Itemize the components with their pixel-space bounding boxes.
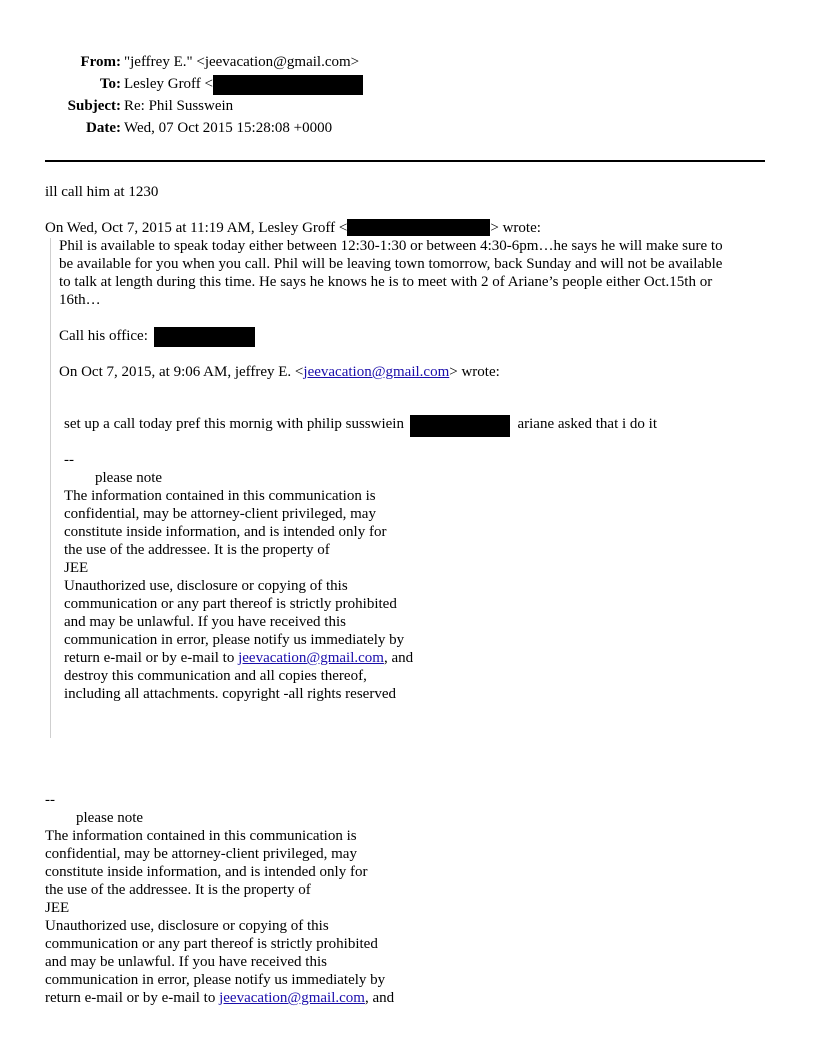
subject-row [0, 97, 816, 119]
signature-line: communication in error, please notify us immediately by [45, 972, 386, 988]
date-value: Wed, 07 Oct 2015 15:28:08 +0000 [124, 120, 333, 136]
from-row [0, 53, 816, 75]
reply-text: ill call him at 1230 [45, 184, 159, 200]
signature-line: Unauthorized use, disclosure or copying of this [64, 578, 348, 594]
signature-note: please note [76, 810, 144, 826]
signature-line: constitute inside information, and is intended only for [64, 524, 387, 540]
request-prefix: set up a call today pref this mornig with philip susswiein [64, 416, 404, 432]
quote-bar [50, 238, 51, 738]
subject-value: Re: Phil Susswein [124, 98, 234, 114]
quoted-line: be available for you when you call. Phil will be leaving town tomorrow, back Sunday and will not be available [59, 256, 723, 272]
signature-line: JEE [45, 900, 70, 916]
signature-line: communication in error, please notify us immediately by [64, 632, 405, 648]
to-value-wrap [124, 75, 363, 95]
request-suffix: ariane asked that i do it [517, 416, 658, 432]
to-row [0, 75, 816, 97]
signature-dashes: -- [45, 792, 55, 808]
signature-line: and may be unlawful. If you have received this [64, 614, 346, 630]
quote-attribution [45, 219, 541, 237]
to-label: To: [99, 76, 121, 92]
quoted-message [59, 237, 723, 309]
to-value: Lesley Groff < [124, 76, 213, 92]
from-label: From: [80, 54, 121, 70]
inner-attribution [59, 363, 500, 381]
signature-line: The information contained in this communication is [45, 828, 357, 844]
signature-note: please note [95, 470, 163, 486]
header-divider [45, 160, 765, 162]
date-row [0, 119, 816, 141]
quoted-line: Phil is available to speak today either between 12:30-1:30 or between 4:30-6pm…he says he will make sure to [59, 238, 723, 254]
return-suffix: , and [364, 990, 395, 1006]
signature-return-line [45, 989, 394, 1007]
email-link[interactable]: jeevacation@gmail.com [303, 364, 450, 380]
signature-line: communication or any part thereof is strictly prohibited [45, 936, 378, 952]
redaction-block [154, 327, 255, 347]
subject-label: Subject: [67, 98, 121, 114]
inner-signature [64, 451, 413, 703]
redaction-block [213, 75, 363, 95]
signature-line: Unauthorized use, disclosure or copying of this [45, 918, 329, 934]
request-line [64, 415, 657, 437]
outer-signature [45, 791, 394, 1007]
date-label: Date: [86, 120, 121, 136]
return-suffix: , and [383, 650, 414, 666]
email-link[interactable]: jeevacation@gmail.com [238, 650, 384, 666]
attribution-suffix: > wrote: [490, 220, 541, 236]
signature-line: and may be unlawful. If you have received this [45, 954, 327, 970]
return-prefix: return e-mail or by e-mail to [64, 650, 239, 666]
from-value: "jeffrey E." <jeevacation@gmail.com> [124, 54, 360, 70]
signature-line: the use of the addressee. It is the property of [45, 882, 311, 898]
signature-line: JEE [64, 560, 89, 576]
signature-line: communication or any part thereof is strictly prohibited [64, 596, 397, 612]
call-office-line [59, 327, 255, 347]
signature-dashes: -- [64, 452, 74, 468]
signature-line: constitute inside information, and is intended only for [45, 864, 368, 880]
email-link[interactable]: jeevacation@gmail.com [219, 990, 365, 1006]
signature-line: The information contained in this communication is [64, 488, 376, 504]
inner-attribution-prefix: On Oct 7, 2015, at 9:06 AM, jeffrey E. < [59, 364, 304, 380]
call-office-label: Call his office: [59, 328, 148, 344]
signature-line: including all attachments. copyright -all rights reserved [64, 686, 396, 702]
email-header [0, 53, 816, 141]
signature-return-line [64, 649, 413, 667]
signature-line: the use of the addressee. It is the property of [64, 542, 330, 558]
return-prefix: return e-mail or by e-mail to [45, 990, 220, 1006]
quoted-line: to talk at length during this time. He says he knows he is to meet with 2 of Ariane’s people either Oct.15th or [59, 274, 713, 290]
signature-line: confidential, may be attorney-client privileged, may [45, 846, 357, 862]
quoted-line: 16th… [59, 292, 101, 308]
redaction-block [347, 219, 490, 236]
inner-attribution-suffix: > wrote: [449, 364, 500, 380]
signature-line: confidential, may be attorney-client privileged, may [64, 506, 376, 522]
signature-line: destroy this communication and all copies thereof, [64, 668, 367, 684]
attribution-prefix: On Wed, Oct 7, 2015 at 11:19 AM, Lesley Groff < [45, 220, 348, 236]
redaction-block [410, 415, 510, 437]
